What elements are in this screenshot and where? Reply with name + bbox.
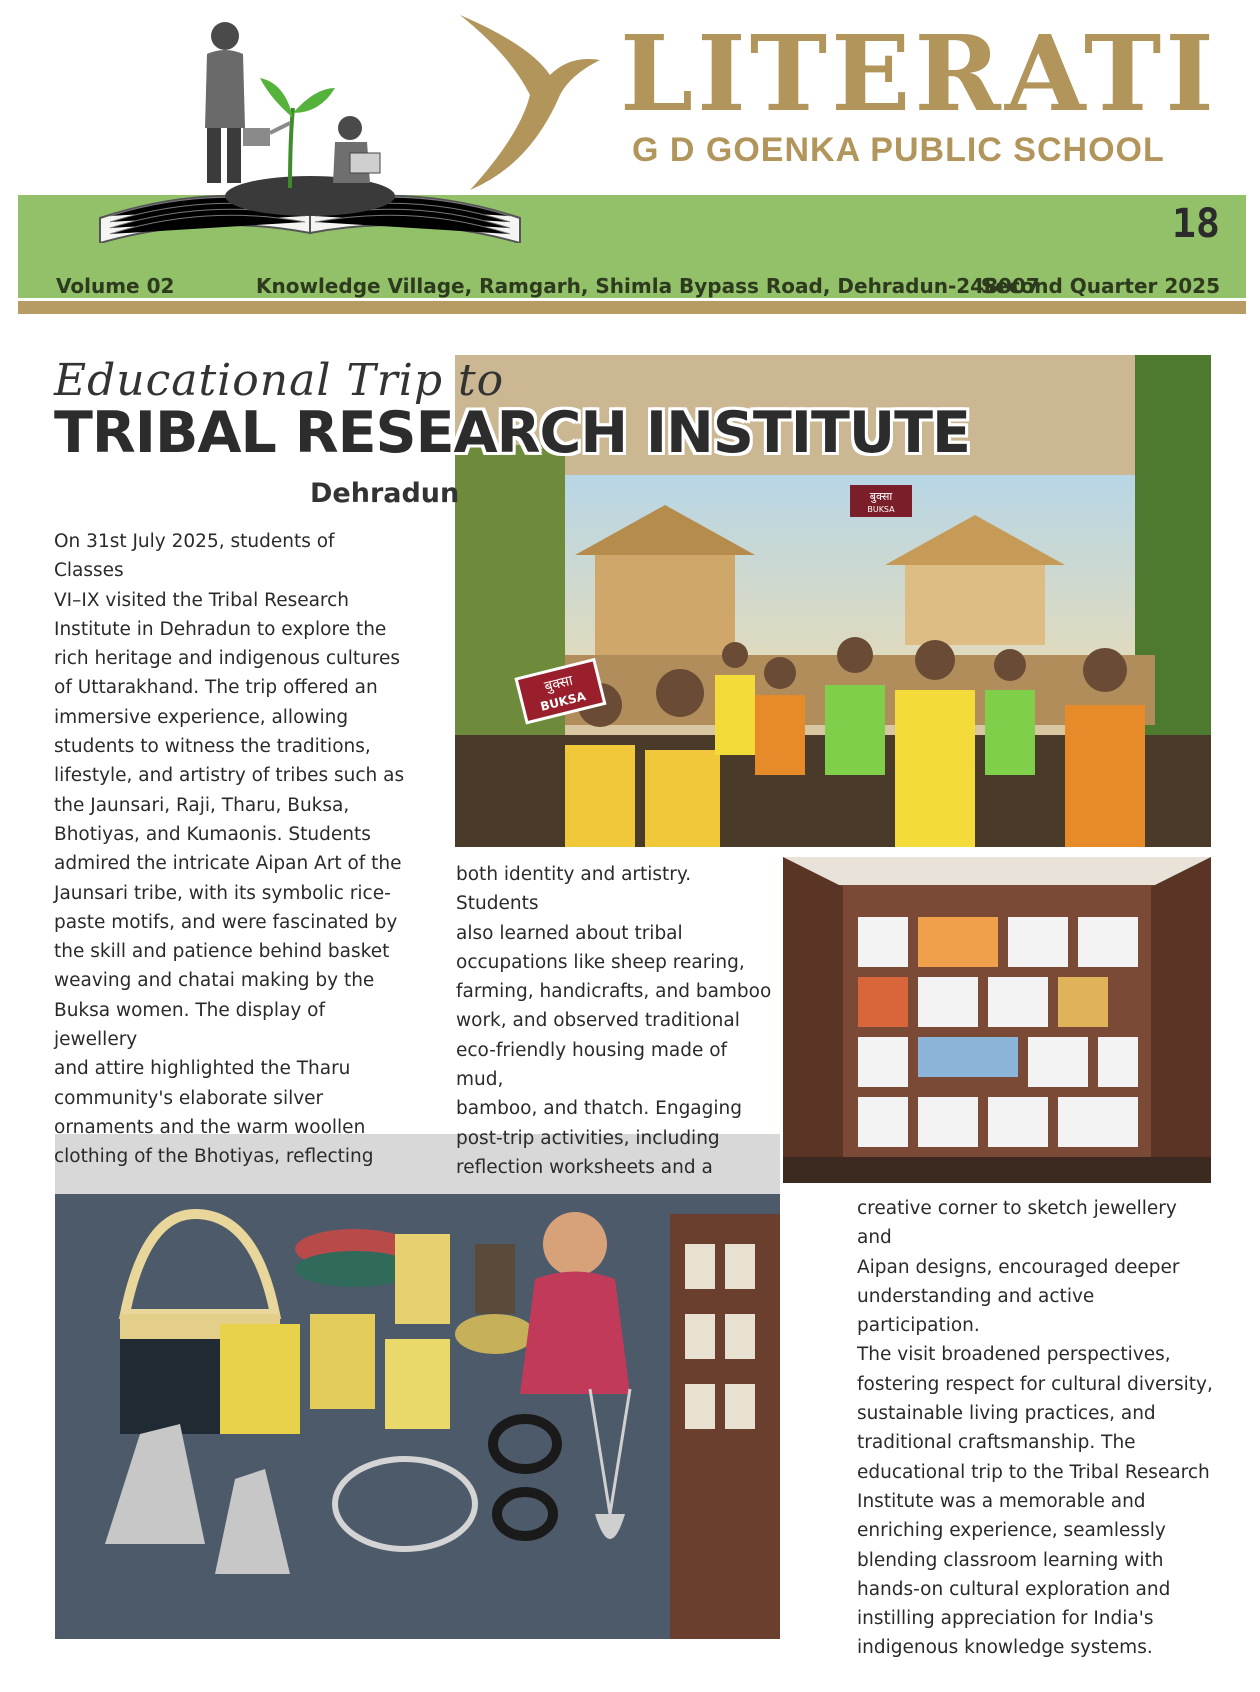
photo-baskets-and-jewellery [55,1134,780,1639]
article-text-line: immersive experience, allowing [54,706,349,728]
article-text-line: farming, handicrafts, and bamboo [456,981,772,1003]
page-number: 18 [1171,201,1220,247]
school-address: Knowledge Village, Ramgarh, Shimla Bypass Road, Dehradun-248007 [256,274,1040,298]
article-text-line: occupations like sheep rearing, [456,951,745,973]
article-column-1 [54,527,406,1172]
article-text-line: also learned about tribal [456,922,683,944]
article-text-line: Institute in Dehradun to explore the [54,618,387,640]
masthead-gold-rule [18,301,1246,314]
article-text-line: On 31st July 2025, students of Classes [54,531,335,582]
article-text-line: eco-friendly housing made of mud, [456,1039,728,1091]
article-text-line: ornaments and the warm woollen [54,1116,366,1138]
school-name: G D GOENKA PUBLIC SCHOOL [632,131,1165,169]
article-text-line: paste motifs, and were fascinated by [54,911,398,933]
article-text-line: educational trip to the Tribal Research [857,1461,1210,1483]
article-text-line: admired the intricate Aipan Art of the [54,853,402,875]
article-column-2 [456,860,776,1182]
article-text-line: weaving and chatai making by the [54,970,375,992]
exhibit-sign-top-hindi: बुक्सा [869,490,893,503]
article-text-line: bamboo, and thatch. Engaging [456,1098,743,1120]
article-text-line: blending classroom learning with [857,1549,1164,1571]
exhibit-sign-front-latin: BUKSA [538,689,588,714]
article-text-line: and attire highlighted the Tharu [54,1058,351,1080]
article-column-3 [857,1194,1217,1663]
exhibit-sign-front-hindi: बुक्सा [542,672,575,696]
exhibit-sign-top-latin: BUKSA [867,505,895,514]
photo-display-cabinets [783,857,1211,1183]
article-text-line: work, and observed traditional [456,1010,740,1032]
article-text-line: community's elaborate silver [54,1087,324,1109]
article-text-line: Jaunsari tribe, with its symbolic rice- [54,882,391,904]
article-text-line: The visit broadened perspectives, [857,1344,1171,1366]
article-text-line: Buksa women. The display of jewellery [54,999,326,1051]
article-text-line: traditional craftsmanship. The [857,1432,1136,1454]
swoosh-bird-logo [460,15,600,190]
issue-quarter: Second Quarter 2025 [980,274,1220,298]
article-text-line: the Jaunsari, Raji, Tharu, Buksa, [54,794,350,816]
article-text-line: hands-on cultural exploration and [857,1578,1171,1600]
article-text-line: sustainable living practices, and [857,1403,1156,1425]
article-headline: TRIBAL RESEARCH INSTITUTE [54,400,970,466]
article-text-line: reflection worksheets and a [456,1156,713,1178]
article-text-line: creative corner to sketch jewellery and [857,1198,1177,1249]
article-text-line: students to witness the traditions, [54,736,371,758]
article-text-line: VI–IX visited the Tribal Research [54,589,350,611]
article-text-line: understanding and active participation. [857,1285,1095,1337]
article-text-line: Institute was a memorable and [857,1490,1146,1512]
article-text-line: rich heritage and indigenous cultures [54,648,401,670]
article-text-line: post-trip activities, including [456,1127,720,1149]
article-text-line: Bhotiyas, and Kumaonis. Students [54,823,371,845]
article-text-line: instilling appreciation for India's [857,1608,1154,1630]
article-text-line: lifestyle, and artistry of tribes such as [54,765,405,787]
article-kicker: Educational Trip to [54,355,505,406]
article-text-line: both identity and artistry. Students [456,864,692,915]
masthead [0,0,1260,320]
newsletter-title: LITERATI [620,12,1218,135]
article-text-line: fostering respect for cultural diversity, [857,1373,1213,1395]
article-text-line: clothing of the Bhotiyas, reflecting [54,1146,374,1168]
article-text-line: Aipan designs, encouraged deeper [857,1256,1180,1278]
article-text-line: of Uttarakhand. The trip offered an [54,677,378,699]
article-text-line: indigenous knowledge systems. [857,1637,1153,1659]
article-dateline: Dehradun [310,478,460,509]
article-text-line: the skill and patience behind basket [54,941,390,963]
volume-label: Volume 02 [56,274,175,298]
article-text-line: enriching experience, seamlessly [857,1520,1166,1542]
